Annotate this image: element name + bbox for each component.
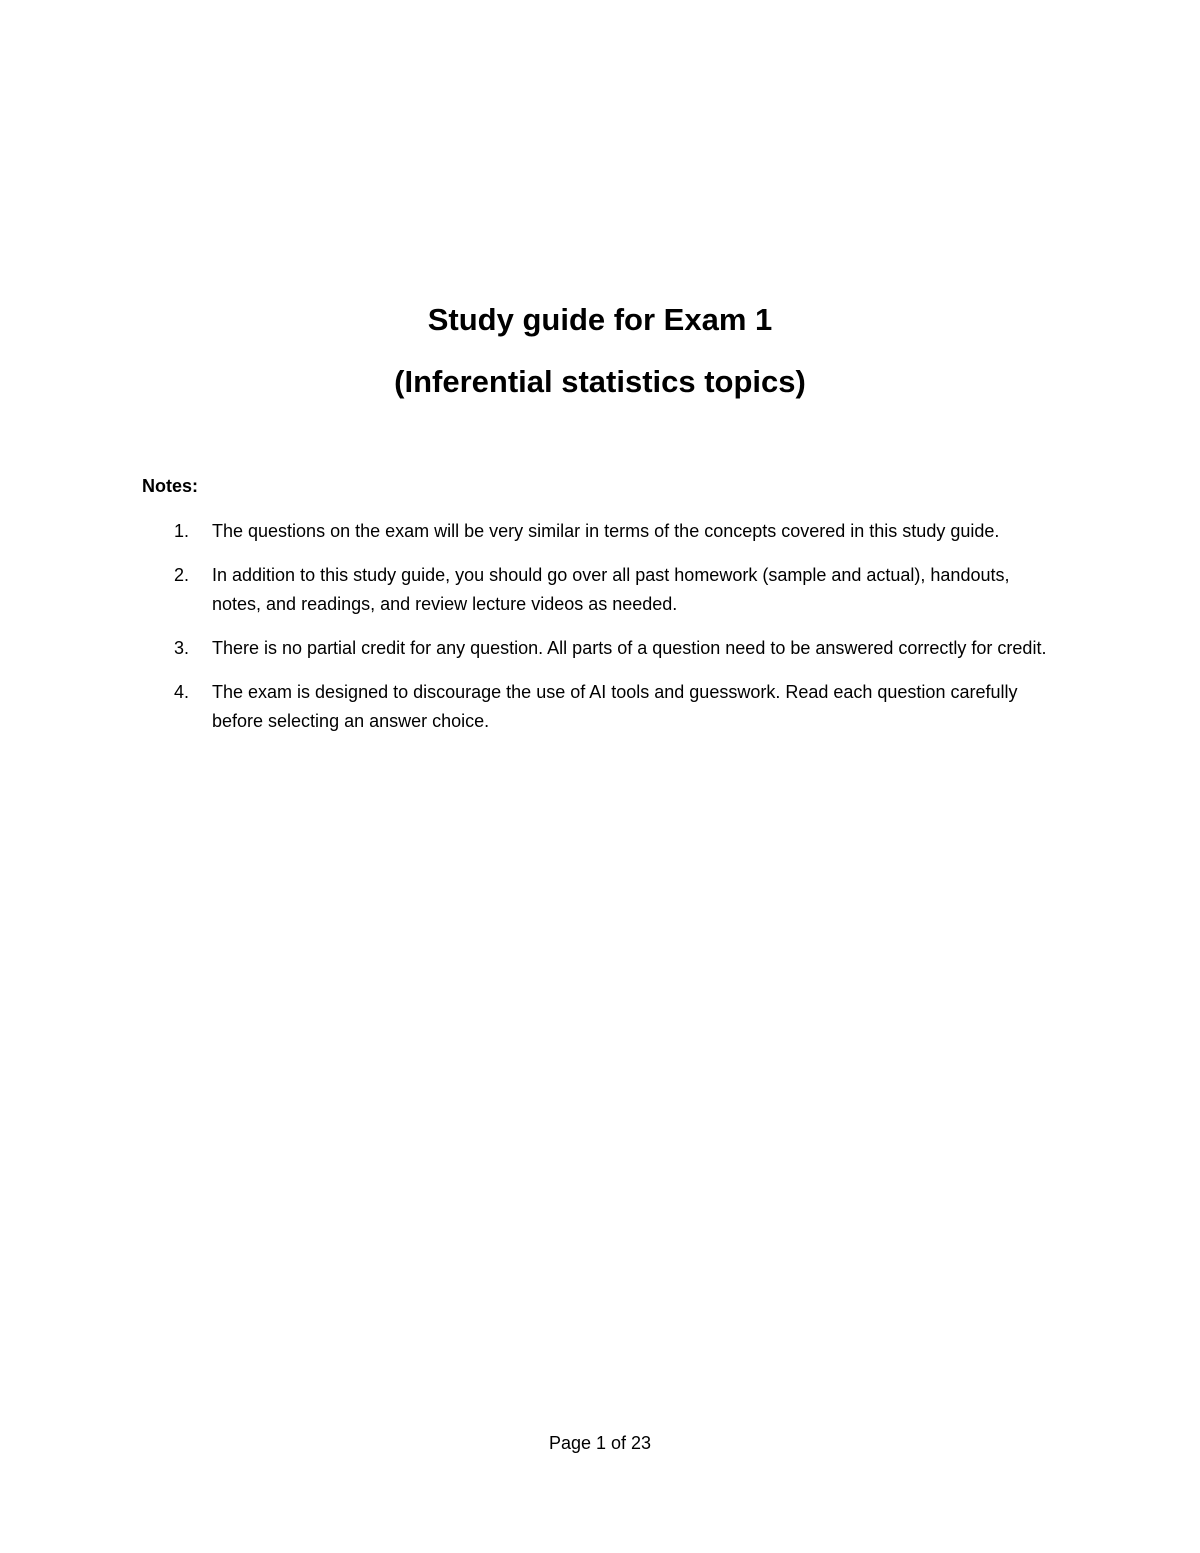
list-item-text: The questions on the exam will be very similar in terms of the concepts covered in this study guide. bbox=[212, 521, 1000, 541]
list-item bbox=[0, 678, 1200, 736]
list-item bbox=[0, 634, 1200, 663]
list-item-text: In addition to this study guide, you should go over all past homework (sample and actual), handouts, notes, and readings, and review lecture videos as needed. bbox=[212, 565, 1010, 614]
list-item-number: 1. bbox=[174, 521, 190, 541]
list-item-number: 3. bbox=[174, 638, 190, 658]
page-title: Study guide for Exam 1 bbox=[427, 302, 773, 337]
list-item bbox=[0, 561, 1200, 619]
notes-heading: Notes: bbox=[142, 476, 199, 496]
list-item-number: 4. bbox=[174, 682, 190, 702]
list-item-text: There is no partial credit for any question. All parts of a question need to be answered correctly for credit. bbox=[212, 638, 1047, 658]
list-item bbox=[0, 517, 1200, 546]
list-item-number: 2. bbox=[174, 565, 190, 585]
notes-list bbox=[0, 517, 1200, 751]
list-item-text: The exam is designed to discourage the use of AI tools and guesswork. Read each question carefully before selecting an answer choice. bbox=[212, 682, 1018, 731]
page-subtitle: (Inferential statistics topics) bbox=[394, 364, 806, 399]
page-number-footer: Page 1 of 23 bbox=[548, 1433, 652, 1453]
